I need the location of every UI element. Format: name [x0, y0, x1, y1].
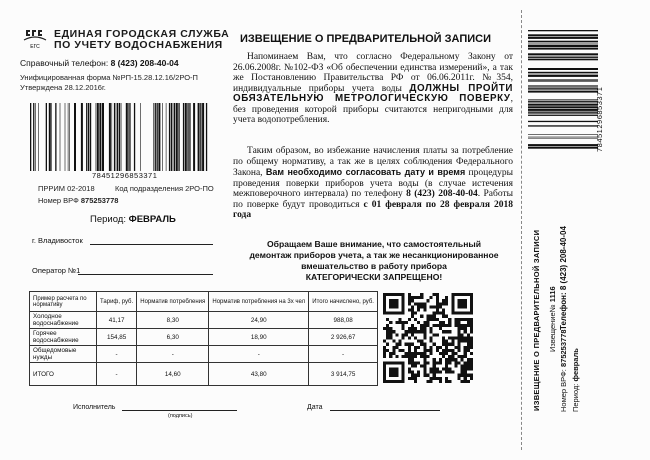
approval-date: Утверждена 28.12.2016г. [20, 83, 106, 92]
table-cell: 6,30 [137, 329, 209, 346]
table-header-cell: Пример расчета по нормативу [30, 292, 97, 312]
table-header-cell: Тариф, руб. [97, 292, 137, 312]
notice-paragraph-2: Таким образом, во избежание начисления платы за потребление по общему нормативу, а так же в целях соблюдения Федерального Закона, Вам необходимо согласовать дату и время процедуры проведения поверки приборов учета воды (в случае истечения межповерочного интервала) по телефону 8 (423) 208-40-04. Работы по поверке будут проводиться с 01 февраля по 28 февраля 2018 года [233, 146, 514, 220]
barcode-number-stub-box [594, 28, 606, 156]
table-cell: 154,85 [97, 329, 137, 346]
city-line [90, 244, 213, 245]
executor-label: Исполнитель [73, 404, 116, 411]
table-cell: 2 926,67 [309, 329, 378, 346]
signature-line [122, 410, 237, 411]
table-row [30, 363, 378, 386]
table-cell: 41,17 [97, 312, 137, 329]
table-cell: Общедомовые нужды [30, 346, 97, 363]
barcode-number-stub: 78451296853371 [595, 86, 604, 152]
table-cell: 14,60 [137, 363, 209, 386]
table-row [30, 312, 378, 329]
table-cell: 43,80 [209, 363, 309, 386]
notice-title: ИЗВЕЩЕНИЕ О ПРЕДВАРИТЕЛЬНОЙ ЗАПИСИ [240, 33, 491, 45]
table-cell: 8,30 [137, 312, 209, 329]
qr-code [383, 293, 473, 383]
table-cell: ИТОГО [30, 363, 97, 386]
svg-text:ЕГС: ЕГС [30, 44, 40, 50]
table-cell: Холодное водоснабжение [30, 312, 97, 329]
operator-line [78, 274, 213, 275]
period: Период: ФЕВРАЛЬ [90, 214, 176, 225]
warning-block: Обращаем Ваше внимание, что самостоятельный демонтаж приборов учета, а так же несанкционированное вмешательство в работу прибора КАТЕГОРИЧЕСКИ ЗАПРЕЩЕНО! [249, 239, 499, 282]
operator-label: Оператор №1 [32, 266, 81, 275]
date-line [330, 410, 440, 411]
water-service-logo [20, 28, 50, 50]
stub-title: ИЗВЕЩЕНИЕ О ПРЕДВАРИТЕЛЬНОЙ ЗАПИСИ [532, 229, 541, 411]
stub-vrf: Номер ВРФ: 875253778 [559, 329, 568, 412]
notice-paragraph-1: Напоминаем Вам, что согласно Федеральному Закону от 26.06.2008г. №102-ФЗ «Об обеспечении единства измерений», а так же Постановлению Правительства РФ от 06.06.2011г. №354, индивидуальные приборы учета воды ДОЛЖНЫ ПРОЙТИ ОБЯЗАТЕЛЬНУЮ МЕТРОЛОГИЧЕСКУЮ ПОВЕРКУ, без проведения которой приборы считаются непригодными для учета водопотребления. [233, 52, 513, 125]
table-cell: 3 914,75 [309, 363, 378, 386]
org-name: ЕДИНАЯ ГОРОДСКАЯ СЛУЖБА ПО УЧЕТУ ВОДОСНАБЖЕНИЯ [54, 28, 230, 51]
table-header-row [30, 292, 378, 312]
subdivision-code: Код подразделения 2РО-ПО [115, 184, 214, 193]
table-row [30, 346, 378, 363]
table-cell: - [309, 346, 378, 363]
barcode-number: 78451296853371 [92, 171, 158, 180]
table-cell: - [97, 346, 137, 363]
table-cell: Горячее водоснабжение [30, 329, 97, 346]
table-header-cell: Норматив потребления на 3х чел [209, 292, 309, 312]
signature-hint: (подпись) [168, 413, 193, 419]
barcode [30, 103, 212, 171]
prrim-code: ПРРИМ 02-2018 [38, 184, 95, 193]
table-header-cell: Итого начислено, руб. [309, 292, 378, 312]
table-cell: - [97, 363, 137, 386]
table-cell: 24,90 [209, 312, 309, 329]
table-row [30, 329, 378, 346]
tear-line [521, 10, 522, 450]
stub-period: Период: февраль [571, 348, 580, 412]
form-number: Унифицированная форма №РП-15.28.12.16/2РО-П [20, 73, 198, 82]
calculation-table [29, 291, 378, 386]
table-cell: 988,08 [309, 312, 378, 329]
vrf-number: Номер ВРФ 875253778 [38, 196, 119, 205]
table-header-cell: Норматив потребления [137, 292, 209, 312]
barcode-stub [528, 30, 598, 153]
city-label: г. Владивосток [32, 236, 83, 245]
table-cell: 18,90 [209, 329, 309, 346]
date-label: Дата [307, 404, 323, 411]
table-cell: - [137, 346, 209, 363]
stub-notice-number: Извещение№ 1116 [548, 286, 557, 352]
stub-phone: Телефон: 8 (423) 208-40-04 [559, 226, 568, 330]
reference-phone: Справочный телефон: 8 (423) 208-40-04 [20, 58, 179, 68]
table-cell: - [209, 346, 309, 363]
